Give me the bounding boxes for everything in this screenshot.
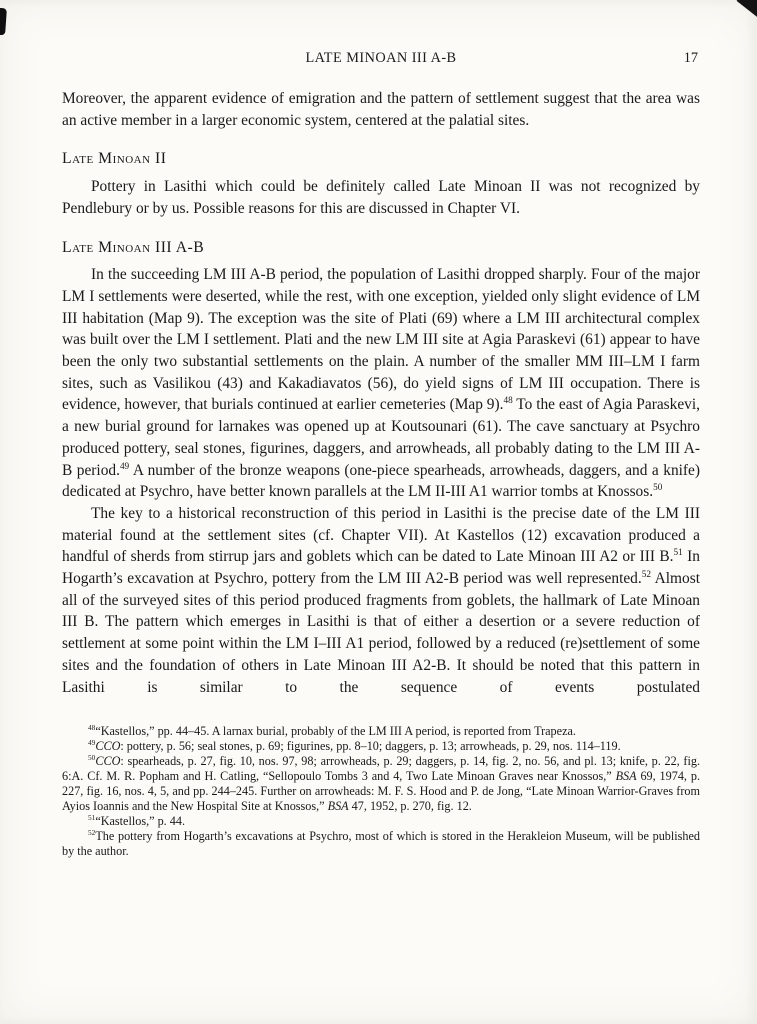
paragraph-lm-iii-settlement: In the succeeding LM III A-B period, the population of Lasithi dropped sharply. Four of the major LM I settlements were deserted, while the rest, with one exception, yielded only slight evidence of LM III habitation (Map 9). The exception was the site of Plati (69) where a LM III architectural complex was built over the LM I settlement. Plati and the new LM III site at Agia Paraskevi (61) appear to have been the only two substantial settlements on the plain. A number of the smaller MM III–LM I farm sites, such as Vasilikou (43) and Kakadiavatos (56), do yield signs of LM III occupation. There is evidence, however, that burials continued at earlier cemeteries (Map 9).$^{48}$ To the east of Agia Paraskevi, a new burial ground for larnakes was opened up at Koutsounari (61). The cave sanctuary at Psychro produced pottery, seal stones, figurines, daggers, and arrowheads, all probably dating to the LM III A-B period.$^{49}$ A number of the bronze weapons (one-piece spearheads, arrowheads, daggers, and a knife) dedicated at Psychro, have better known parallels at the LM II-III A1 warrior tombs at Knossos.$^{50}$ <box>62 266 701 501</box>
footnote-49: $^{49}$CCO: pottery, p. 56; seal stones, p. 69; figurines, pp. 8–10; daggers, p. 13; arrowheads, p. 29, nos. 114–119. <box>88 738 621 754</box>
scan-artifact-top-left <box>0 8 7 36</box>
footnote-51: $^{51}$“Kastellos,” p. 44. <box>88 813 186 829</box>
paragraph-lm-iii-chronology: The key to a historical reconstruction of this period in Lasithi is the precise date of the LM III material found at the settlement sites (cf. Chapter VII). At Kastellos (12) excavation produced a handful of sherds from stirrup jars and goblets which can be dated to Late Minoan III A2 or III B.$^{51}$ In Hogarth’s excavation at Psychro, pottery from the LM III A2-B period was well represented.$^{52}$ Almost all of the surveyed sites of this period produced fragments from goblets, the hallmark of Late Minoan III B. The pattern which emerges in Lasithi is that of either a desertion or a severe reduction of settlement at some point within the LM I–III A1 period, followed by a reduced (re)settlement of some sites and the foundation of others in Late Minoan III A2-B. It should be noted that this pattern in Lasithi is similar to the sequence of events postulated <box>62 504 700 696</box>
section-heading-late-minoan-ii: Late Minoan II <box>62 150 167 168</box>
footnote-52: $^{52}$The pottery from Hogarth’s excavations at Psychro, most of which is stored in the Herakleion Museum, will be published by the author. <box>62 828 700 859</box>
scan-artifact-top-right <box>737 0 757 17</box>
footnote-48: $^{48}$“Kastellos,” pp. 44–45. A larnax burial, probably of the LM III A period, is reported from Trapeza. <box>88 723 576 739</box>
text-block <box>62 88 700 859</box>
paragraph-continuation: Moreover, the apparent evidence of emigration and the pattern of settlement suggest that the area was an active member in a larger economic system, centered at the palatial sites. <box>62 90 700 129</box>
section-heading-late-minoan-iii-ab: Late Minoan III A-B <box>62 238 205 256</box>
footnotes <box>62 724 700 859</box>
paragraph-late-minoan-ii: Pottery in Lasithi which could be definitely called Late Minoan II was not recognized by Pendlebury or by us. Possible reasons for this are discussed in Chapter VI. <box>62 178 700 217</box>
page-header <box>62 50 700 67</box>
page-number: 17 <box>683 50 698 66</box>
running-title: LATE MINOAN III A-B <box>305 50 457 66</box>
footnote-50: $^{50}$CCO: spearheads, p. 27, fig. 10, nos. 97, 98; arrowheads, p. 29; daggers, p. 14, fig. 2, no. 56, and pl. 13; knife, p. 22, fig. 6:A. Cf. M. R. Popham and H. Catling, “Sellopoulo Tombs 3 and 4, Two Late Minoan Graves near Knossos,” BSA 69, 1974, p. 227, fig. 16, nos. 4, 5, and pp. 244–245. Further on arrowheads: M. F. S. Hood and P. de Jong, “Late Minoan Warrior-Graves from Ayios Ioannis and the New Hospital Site at Knossos,” BSA 47, 1952, p. 270, fig. 12. <box>62 753 700 814</box>
